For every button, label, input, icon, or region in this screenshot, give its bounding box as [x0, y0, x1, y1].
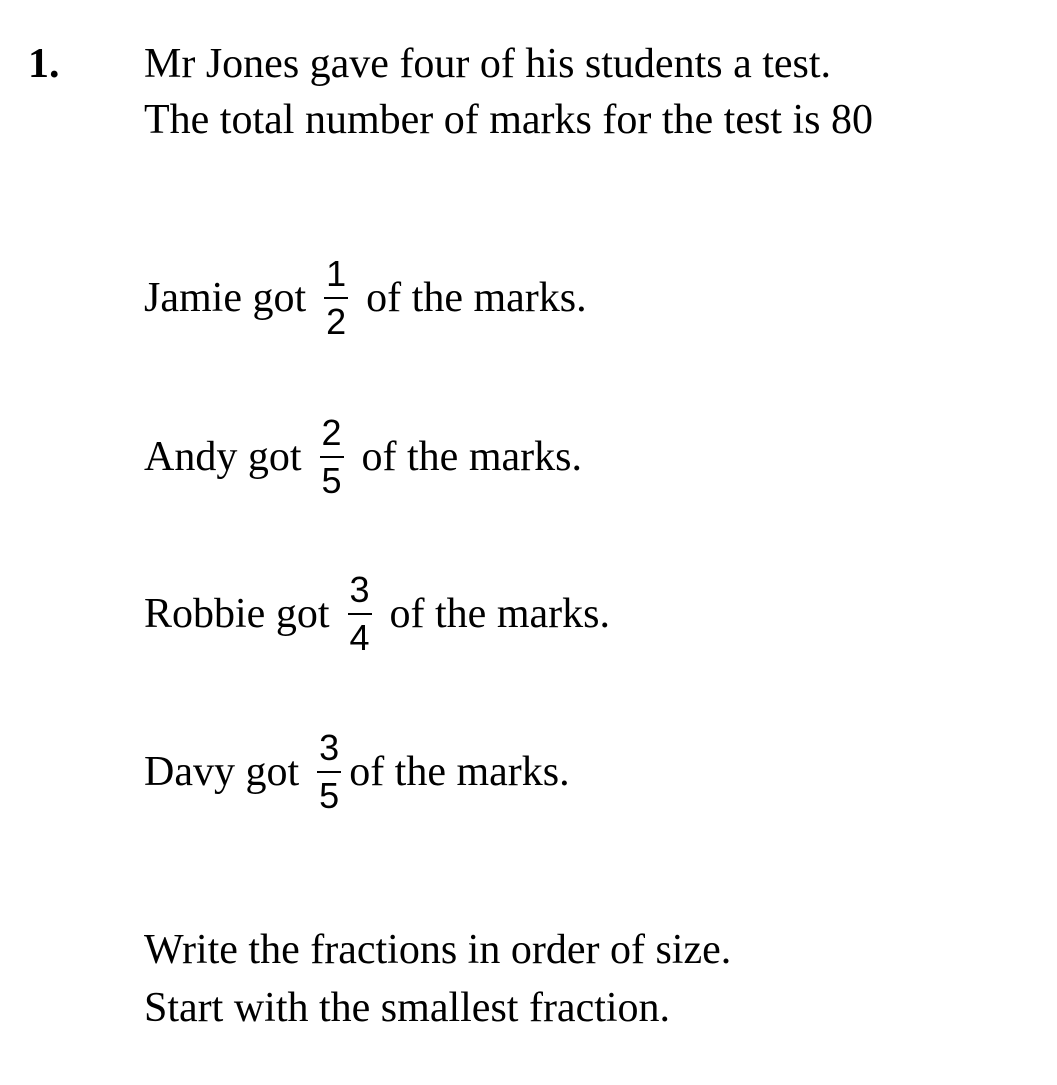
- fraction-andy: [316, 414, 348, 500]
- fraction-numerator: 2: [321, 412, 342, 453]
- fraction-denominator: 5: [321, 460, 342, 501]
- student-suffix: of the marks.: [361, 434, 582, 480]
- student-davy: [144, 722, 570, 822]
- fraction-davy: [313, 729, 345, 815]
- fraction-numerator: 1: [326, 253, 347, 294]
- student-suffix: of the marks.: [349, 749, 570, 795]
- fraction-numerator: 3: [319, 727, 340, 768]
- intro-line-1: Mr Jones gave four of his students a test.: [144, 41, 832, 87]
- fraction-denominator: 5: [319, 775, 340, 816]
- intro-line-2: The total number of marks for the test is 80: [144, 97, 873, 143]
- student-suffix: of the marks.: [366, 275, 587, 321]
- fraction-jamie: [320, 255, 352, 341]
- question-number: 1.: [28, 41, 60, 87]
- student-jamie: [144, 248, 587, 348]
- fraction-denominator: 4: [349, 617, 370, 658]
- student-robbie: [144, 564, 610, 664]
- instruction-line-1: Write the fractions in order of size.: [144, 927, 732, 973]
- fraction-denominator: 2: [326, 301, 347, 342]
- instruction-line-2: Start with the smallest fraction.: [144, 985, 671, 1031]
- student-suffix: of the marks.: [389, 591, 610, 637]
- student-label: Robbie got: [144, 591, 330, 637]
- student-label: Andy got: [144, 434, 302, 480]
- student-andy: [144, 407, 582, 507]
- student-label: Davy got: [144, 749, 300, 795]
- student-label: Jamie got: [144, 275, 307, 321]
- fraction-numerator: 3: [349, 569, 370, 610]
- fraction-robbie: [344, 571, 376, 657]
